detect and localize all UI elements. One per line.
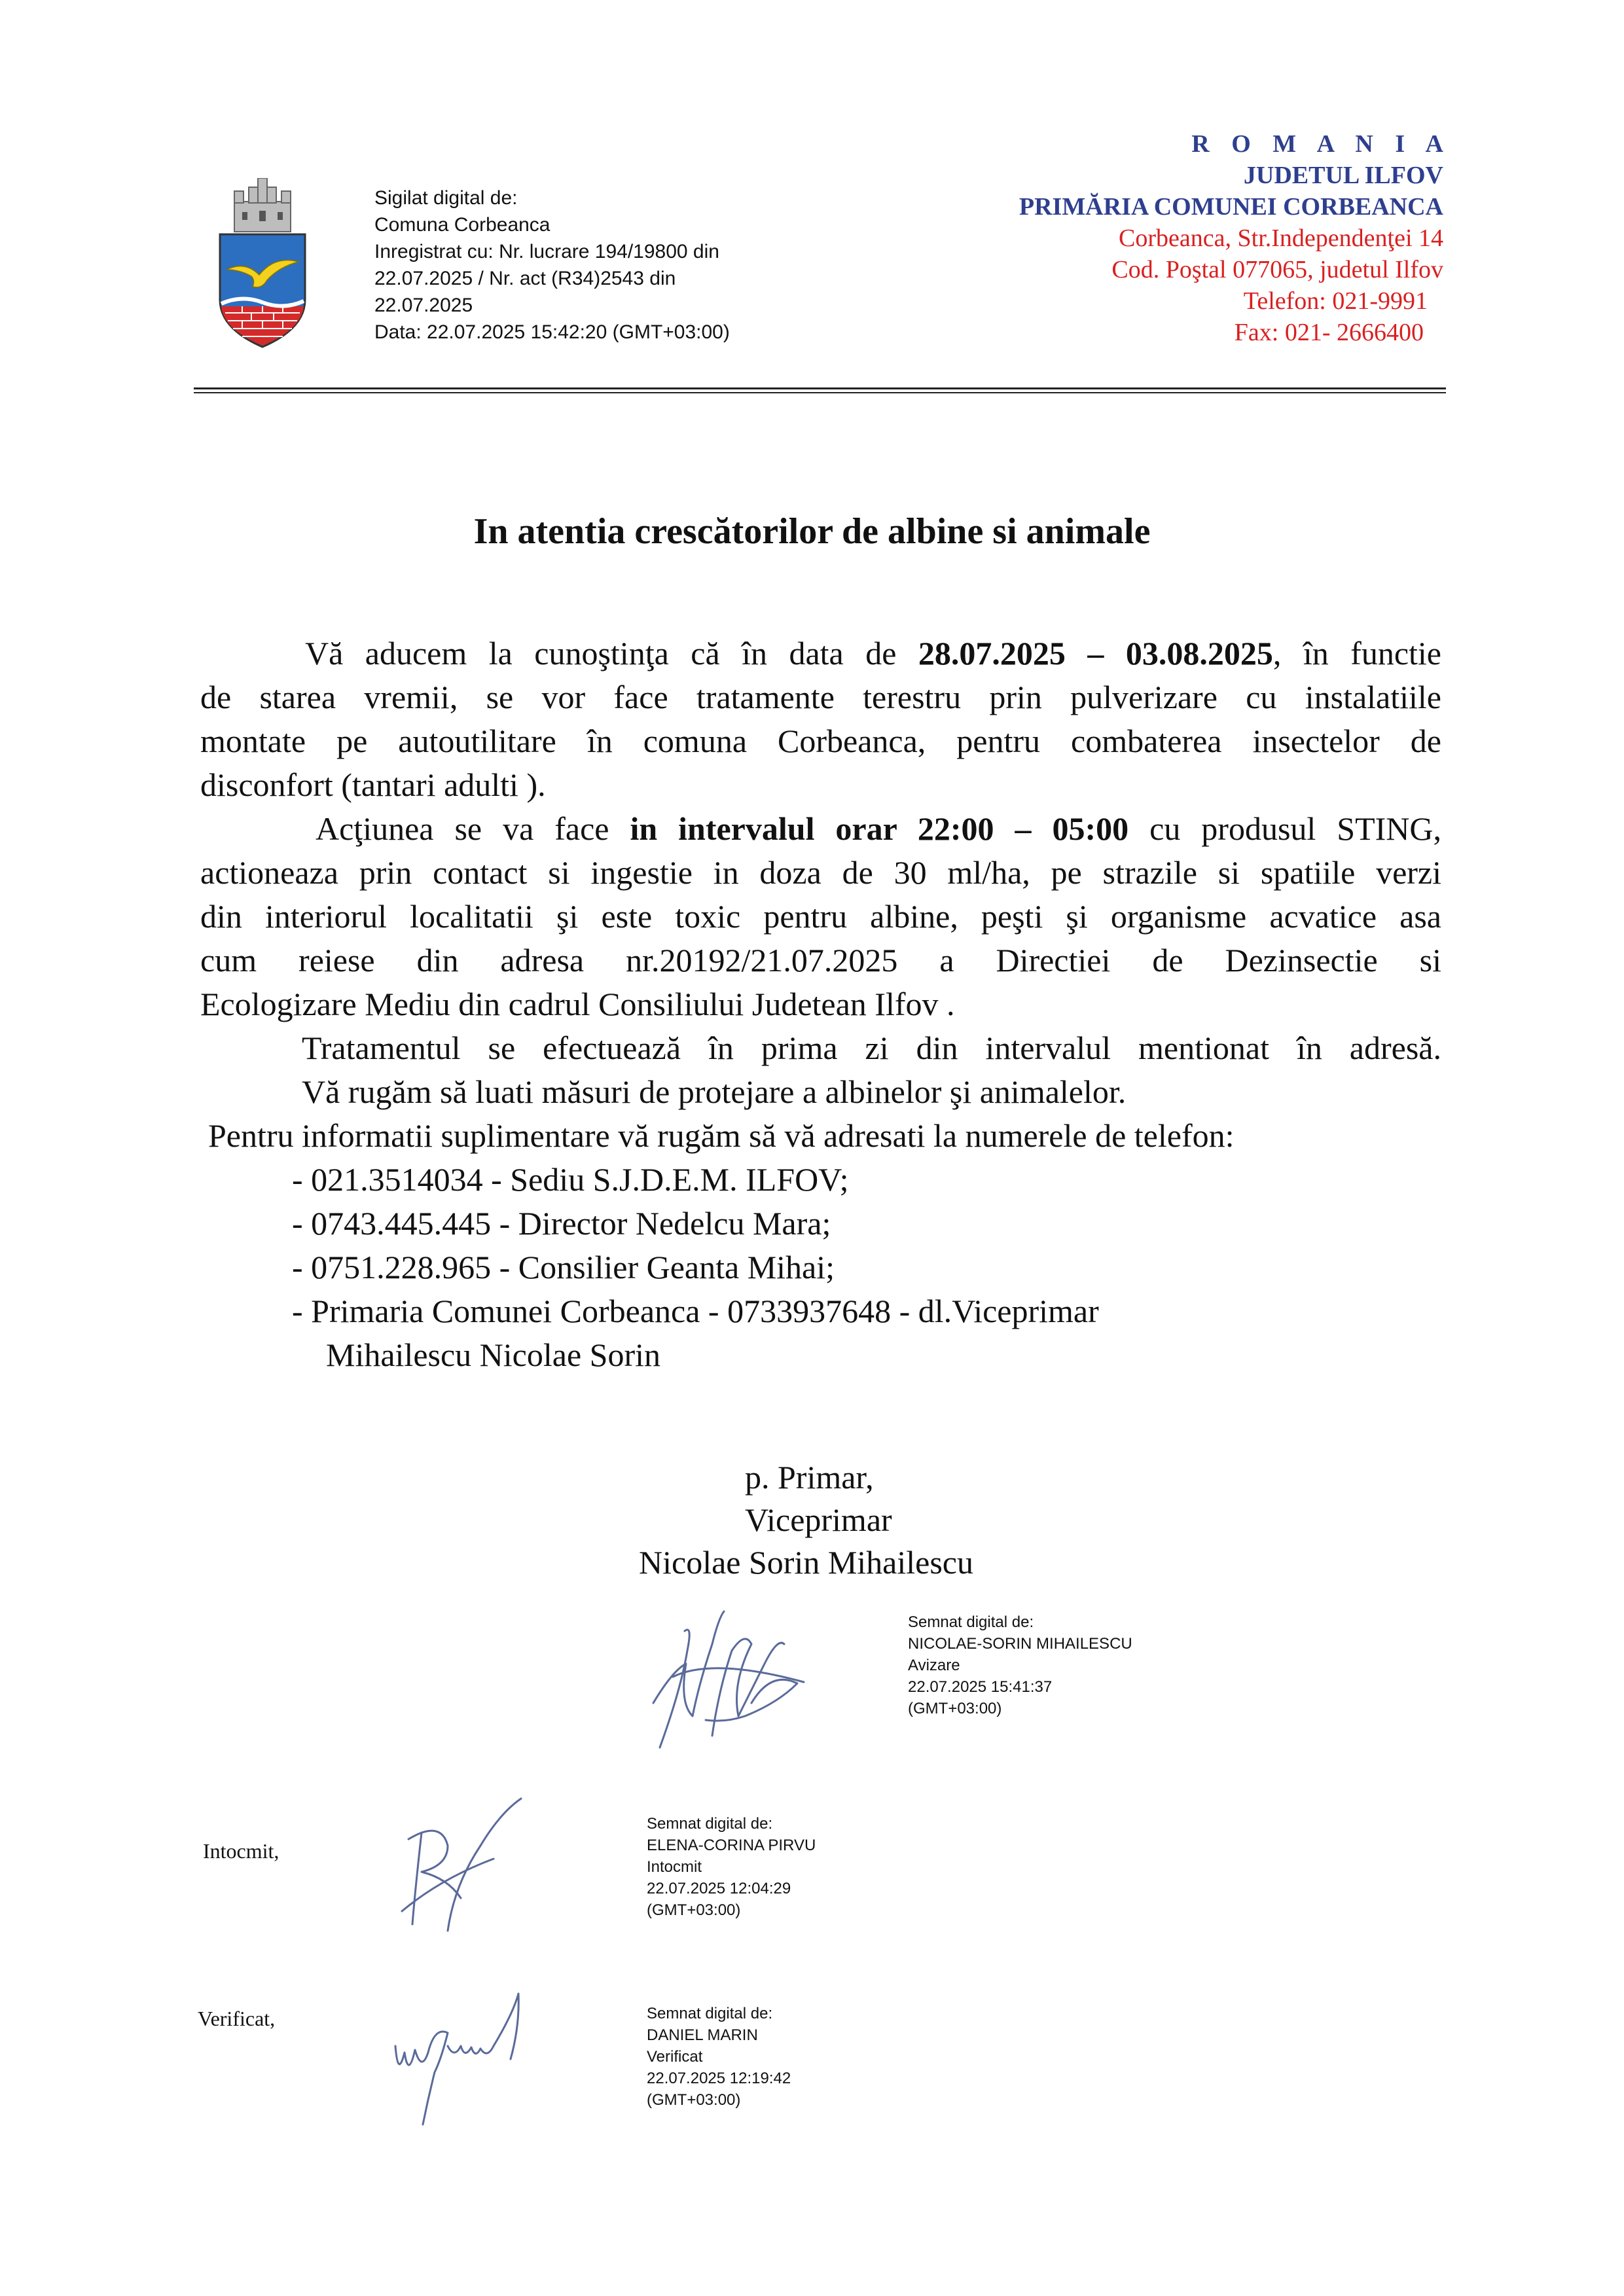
signature-line: ELENA-CORINA PIRVU — [647, 1837, 816, 1854]
signature-line: (GMT+03:00) — [647, 2091, 741, 2109]
list-item: - 0751.228.965 - Consilier Geanta Mihai; — [292, 1249, 835, 1285]
text-run: , în functie — [1272, 635, 1441, 672]
seal-line: 22.07.2025 — [374, 295, 473, 316]
text-run: Vă aducem la cunoştinţa că în data de — [305, 635, 918, 672]
digital-signature-intocmit — [647, 1813, 816, 1921]
seal-line: Comuna Corbeanca — [374, 214, 550, 236]
handwritten-signature-pirvu — [382, 1793, 529, 1939]
letterhead-county: JUDETUL ILFOV — [1243, 162, 1443, 189]
signatory-name: Nicolae Sorin Mihailescu — [639, 1544, 973, 1581]
verificat-label: Verificat, — [198, 2007, 276, 2030]
digital-seal-info — [374, 185, 730, 346]
text-run: cu produsul STING, — [1128, 810, 1441, 847]
paragraph-line: Vă rugăm să luati măsuri de protejare a albinelor şi animalelor. — [302, 1073, 1127, 1110]
treatment-interval: in intervalul orar 22:00 – 05:00 — [630, 810, 1129, 847]
treatment-dates: 28.07.2025 – 03.08.2025 — [918, 635, 1273, 672]
seal-line: 22.07.2025 / Nr. act (R34)2543 din — [374, 268, 676, 289]
letterhead-institution: PRIMĂRIA COMUNEI CORBEANCA — [1019, 193, 1443, 221]
signature-line: DANIEL MARIN — [647, 2026, 758, 2044]
list-item-continuation: Mihailescu Nicolae Sorin — [326, 1336, 660, 1373]
letterhead — [1019, 128, 1451, 348]
letterhead-postal: Cod. Poştal 077065, judetul Ilfov — [1111, 256, 1443, 283]
signatory-title: Viceprimar — [745, 1501, 892, 1538]
document-title: In atentia crescătorilor de albine si animale — [473, 511, 1151, 552]
handwritten-signature-marin — [389, 1987, 533, 2130]
document-body — [200, 632, 1441, 1377]
header-divider — [194, 387, 1446, 389]
letterhead-phone: Telefon: 021-9991 — [1243, 287, 1428, 315]
signature-line: (GMT+03:00) — [647, 1901, 741, 1919]
signature-line: Semnat digital de: — [647, 1815, 773, 1833]
paragraph-line: Pentru informatii suplimentare vă rugăm să vă adresati la numerele de telefon: — [208, 1117, 1235, 1154]
signature-line: Avizare — [908, 1657, 960, 1674]
seal-line: Inregistrat cu: Nr. lucrare 194/19800 din — [374, 241, 719, 262]
paragraph-line: montate pe autoutilitare în comuna Corbeanca, pentru combaterea insectelor de — [200, 723, 1441, 759]
signature-line: NICOLAE-SORIN MIHAILESCU — [908, 1635, 1132, 1653]
paragraph-line — [200, 632, 1441, 675]
text-run: Acţiunea se va face — [316, 810, 630, 847]
seal-line: Sigilat digital de: — [374, 187, 518, 209]
paragraph-line: din interiorul localitatii şi este toxic pentru albine, peşti şi organisme acvatice asa — [200, 898, 1441, 935]
contact-list — [200, 1158, 1441, 1377]
handwritten-signature-mihailescu — [647, 1605, 810, 1757]
header-divider — [194, 392, 1446, 393]
signature-line: 22.07.2025 15:41:37 — [908, 1678, 1053, 1696]
signatory-block — [639, 1456, 973, 1584]
signatory-role: p. Primar, — [745, 1459, 874, 1496]
letterhead-country: R O M A N I A — [1191, 130, 1451, 158]
signature-line: (GMT+03:00) — [908, 1700, 1002, 1717]
paragraph-line: Tratamentul se efectuează în prima zi din intervalul mentionat în adresă. — [302, 1030, 1441, 1066]
paragraph-line: Ecologizare Mediu din cadrul Consiliului Judetean Ilfov . — [200, 986, 955, 1022]
signature-line: Verificat — [647, 2048, 703, 2066]
signature-line: Intocmit — [647, 1858, 702, 1876]
letterhead-fax: Fax: 021- 2666400 — [1234, 319, 1424, 346]
signature-line: 22.07.2025 12:19:42 — [647, 2070, 791, 2087]
intocmit-label: Intocmit, — [203, 1839, 280, 1863]
digital-signature-main — [908, 1611, 1132, 1719]
digital-signature-verificat — [647, 2003, 791, 2111]
list-item: - 021.3514034 - Sediu S.J.D.E.M. ILFOV; — [292, 1161, 849, 1198]
letterhead-address: Corbeanca, Str.Independenţei 14 — [1119, 224, 1443, 252]
coat-of-arms-icon — [219, 178, 306, 350]
paragraph-line: de starea vremii, se vor face tratamente terestru prin pulverizare cu instalatiile — [200, 679, 1441, 715]
list-item: - Primaria Comunei Corbeanca - 0733937648 - dl.Viceprimar — [292, 1293, 1099, 1329]
paragraph-line: cum reiese din adresa nr.20192/21.07.2025 a Directiei de Dezinsectie si — [200, 942, 1441, 978]
seal-line: Data: 22.07.2025 15:42:20 (GMT+03:00) — [374, 321, 730, 343]
paragraph-line: disconfort (tantari adulti ). — [200, 766, 546, 803]
paragraph-line: actioneaza prin contact si ingestie in doza de 30 ml/ha, pe strazile si spatiile verzi — [200, 854, 1441, 891]
signature-line: Semnat digital de: — [647, 2005, 773, 2022]
list-item: - 0743.445.445 - Director Nedelcu Mara; — [292, 1205, 831, 1242]
signature-line: Semnat digital de: — [908, 1613, 1034, 1631]
signature-line: 22.07.2025 12:04:29 — [647, 1880, 791, 1897]
paragraph-line — [200, 807, 1441, 851]
